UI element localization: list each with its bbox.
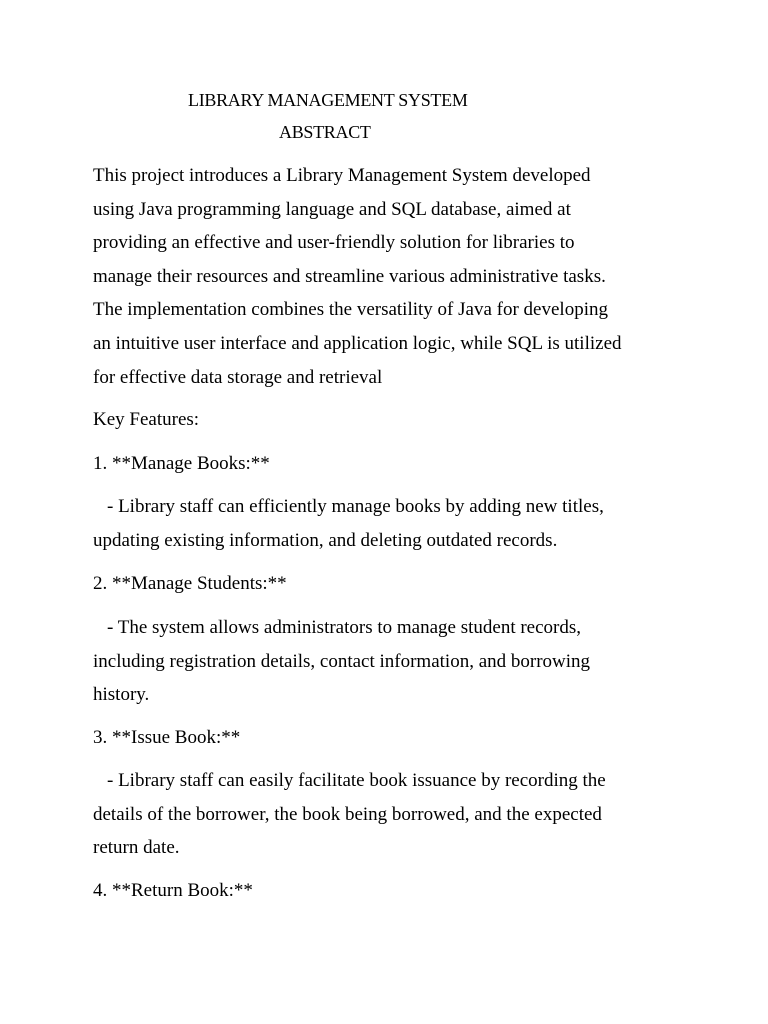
document-subtitle: ABSTRACT [279,122,371,142]
feature-heading: 4. **Return Book:** [93,880,253,901]
feature-heading: 1. **Manage Books:** [93,453,270,474]
feature-heading: 3. **Issue Book:** [93,727,241,748]
feature-description [93,490,683,557]
intro-line: manage their resources and streamline various administrative tasks. [93,265,606,287]
feature-description-line: history. [93,684,150,706]
feature-description [93,764,683,865]
intro-line: The implementation combines the versatility of Java for developing [93,299,608,321]
feature-description-line: - Library staff can efficiently manage books by adding new titles, [107,496,604,517]
intro-line: using Java programming language and SQL database, aimed at [93,198,571,220]
document-title: LIBRARY MANAGEMENT SYSTEM [188,90,468,110]
intro-paragraph [93,159,683,394]
intro-line: for effective data storage and retrieval [93,366,383,388]
feature-description-line: including registration details, contact information, and borrowing [93,650,591,672]
intro-line: This project introduces a Library Management System developed [93,165,591,186]
feature-description-line: updating existing information, and deleting outdated records. [93,529,558,551]
feature-description-line: return date. [93,837,180,859]
key-features-heading: Key Features: [93,409,200,430]
feature-description-line: - The system allows administrators to manage student records, [107,617,582,638]
feature-description-line: - Library staff can easily facilitate book issuance by recording the [107,770,606,791]
feature-heading: 2. **Manage Students:** [93,573,287,594]
intro-line: providing an effective and user-friendly solution for libraries to [93,232,575,254]
intro-line: an intuitive user interface and application logic, while SQL is utilized [93,332,622,354]
feature-description-line: details of the borrower, the book being borrowed, and the expected [93,803,602,825]
feature-description [93,611,683,712]
